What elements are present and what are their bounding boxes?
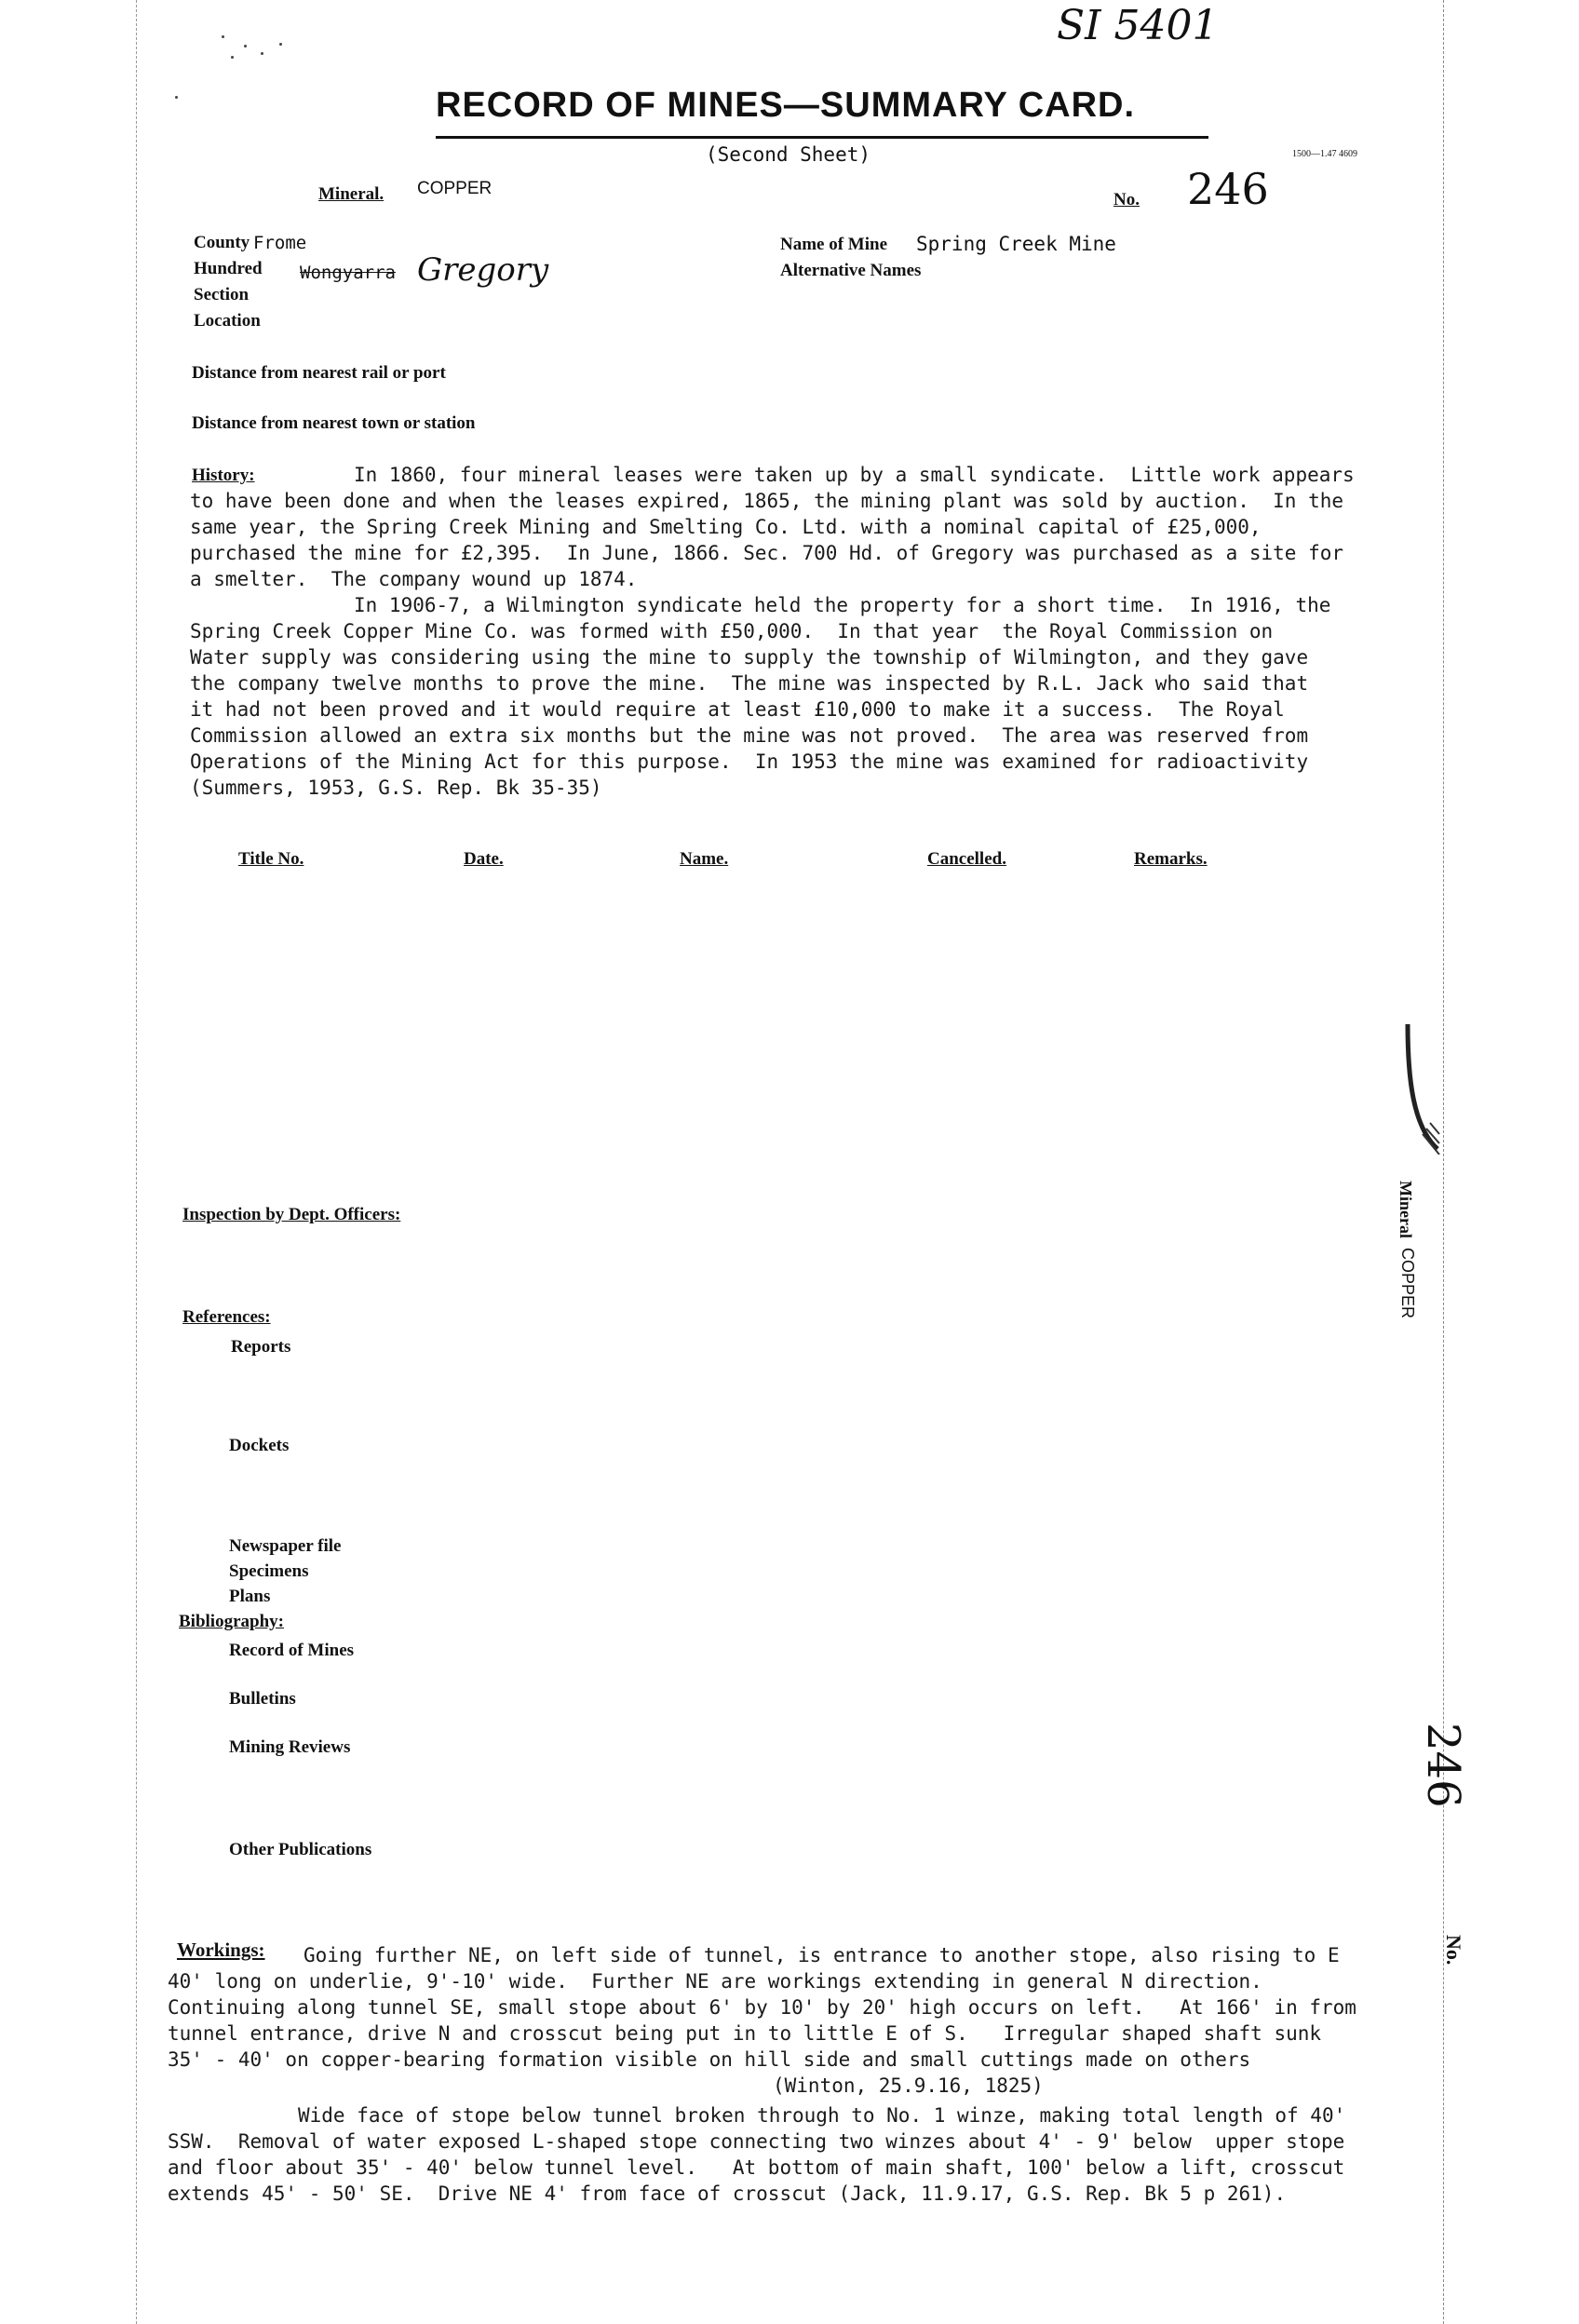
workings-line: Wide face of stope below tunnel broken through to No. 1 winze, making total length of 40' — [298, 2104, 1346, 2127]
history-line: the company twelve months to prove the mine. The mine was inspected by R.L. Jack who said that — [190, 672, 1309, 695]
hundred-label: Hundred — [194, 259, 263, 278]
references-label: References: — [182, 1307, 271, 1327]
margin-mineral-label: Mineral — [1397, 1181, 1415, 1238]
newspaper-file-label: Newspaper file — [229, 1536, 342, 1556]
hundred-struck-value: Wongyarra — [300, 263, 396, 283]
distance-town-label: Distance from nearest town or station — [192, 413, 476, 433]
history-line: Operations of the Mining Act for this purpose. In 1953 the mine was examined for radioactivity — [190, 750, 1309, 773]
bulletins-label: Bulletins — [229, 1689, 296, 1709]
card-edge-curl — [1404, 1024, 1441, 1155]
history-line: it had not been proved and it would require at least £10,000 to make it a success. The Royal — [190, 698, 1285, 721]
history-line: Commission allowed an extra six months but the mine was not proved. The area was reserved from — [190, 724, 1309, 747]
mineral-label: Mineral. — [318, 184, 385, 204]
title-rule — [436, 136, 1208, 139]
history-label: History: — [192, 466, 255, 485]
specimens-label: Specimens — [229, 1561, 309, 1581]
history-line: Water supply was considering using the mine to supply the township of Wilmington, and they gave — [190, 646, 1309, 669]
county-value: Frome — [253, 233, 307, 253]
table-header-title-no: Title No. — [238, 849, 304, 869]
margin-no-label: No. — [1442, 1935, 1465, 1966]
bibliography-label: Bibliography: — [179, 1612, 284, 1631]
record-of-mines-label: Record of Mines — [229, 1641, 355, 1660]
history-line: Spring Creek Copper Mine Co. was formed with £50,000. In that year the Royal Commission on — [190, 620, 1274, 642]
plans-label: Plans — [229, 1587, 271, 1606]
alt-names-label: Alternative Names — [780, 261, 922, 280]
number-value: 246 — [1187, 164, 1269, 214]
dockets-label: Dockets — [229, 1436, 290, 1455]
workings-line: SSW. Removal of water exposed L-shaped stope connecting two winzes about 4' - 9' below upper stope — [168, 2130, 1345, 2153]
hundred-handwritten-value: Gregory — [417, 251, 549, 289]
card-title: RECORD OF MINES—SUMMARY CARD. — [436, 86, 1136, 125]
workings-label: Workings: — [177, 1939, 265, 1961]
reports-label: Reports — [231, 1337, 291, 1357]
table-header-name: Name. — [680, 849, 729, 869]
history-line: In 1906-7, a Wilmington syndicate held the property for a short time. In 1916, the — [354, 594, 1331, 616]
other-publications-label: Other Publications — [229, 1840, 372, 1859]
inspection-label: Inspection by Dept. Officers: — [182, 1205, 401, 1224]
file-reference: SI 5401 — [1057, 2, 1219, 49]
table-header-remarks: Remarks. — [1134, 849, 1208, 869]
mine-name-value: Spring Creek Mine — [916, 233, 1116, 255]
workings-line: 35' - 40' on copper-bearing formation visible on hill side and small cuttings made on others — [168, 2048, 1251, 2071]
workings-line: tunnel entrance, drive N and crosscut being put in to little E of S. Irregular shaped shaft sunk — [168, 2022, 1322, 2045]
history-line: same year, the Spring Creek Mining and Smelting Co. Ltd. with a nominal capital of £25,000, — [190, 516, 1262, 538]
table-header-date: Date. — [464, 849, 504, 869]
workings-line: 40' long on underlie, 9'-10' wide. Further NE are workings extending in general N direction. — [168, 1970, 1262, 1993]
margin-number: 246 — [1417, 1723, 1469, 1808]
section-label: Section — [194, 285, 250, 304]
print-code: 1500—1.47 4609 — [1292, 149, 1357, 159]
location-label: Location — [194, 311, 261, 331]
mineral-value: COPPER — [417, 179, 493, 198]
mining-reviews-label: Mining Reviews — [229, 1737, 351, 1757]
number-label: No. — [1113, 190, 1140, 209]
history-line: to have been done and when the leases expired, 1865, the mining plant was sold by auction. In the — [190, 490, 1344, 512]
history-line: In 1860, four mineral leases were taken up by a small syndicate. Little work appears — [354, 464, 1355, 486]
history-line: a smelter. The company wound up 1874. — [190, 568, 638, 590]
history-line: purchased the mine for £2,395. In June, 1866. Sec. 700 Hd. of Gregory was purchased as a site for — [190, 542, 1344, 564]
card-subtitle: (Second Sheet) — [706, 143, 871, 166]
right-border-line — [1443, 0, 1444, 2324]
distance-rail-label: Distance from nearest rail or port — [192, 363, 446, 383]
margin-mineral-value: COPPER — [1398, 1248, 1417, 1319]
workings-line: extends 45' - 50' SE. Drive NE 4' from face of crosscut (Jack, 11.9.17, G.S. Rep. Bk 5 p 261). — [168, 2182, 1287, 2205]
workings-line: Going further NE, on left side of tunnel, is entrance to another stope, also rising to E — [304, 1944, 1340, 1966]
history-line: (Summers, 1953, G.S. Rep. Bk 35-35) — [190, 777, 602, 799]
table-header-cancelled: Cancelled. — [927, 849, 1006, 869]
left-border-line — [136, 0, 137, 2324]
workings-line: (Winton, 25.9.16, 1825) — [773, 2074, 1044, 2097]
county-label: County — [194, 233, 250, 252]
mine-name-label: Name of Mine — [780, 235, 888, 254]
workings-line: and floor about 35' - 40' below tunnel level. At bottom of main shaft, 100' below a lift, crosscut — [168, 2156, 1345, 2179]
workings-line: Continuing along tunnel SE, small stope about 6' by 10' by 20' high occurs on left. At 166' in from — [168, 1996, 1356, 2019]
